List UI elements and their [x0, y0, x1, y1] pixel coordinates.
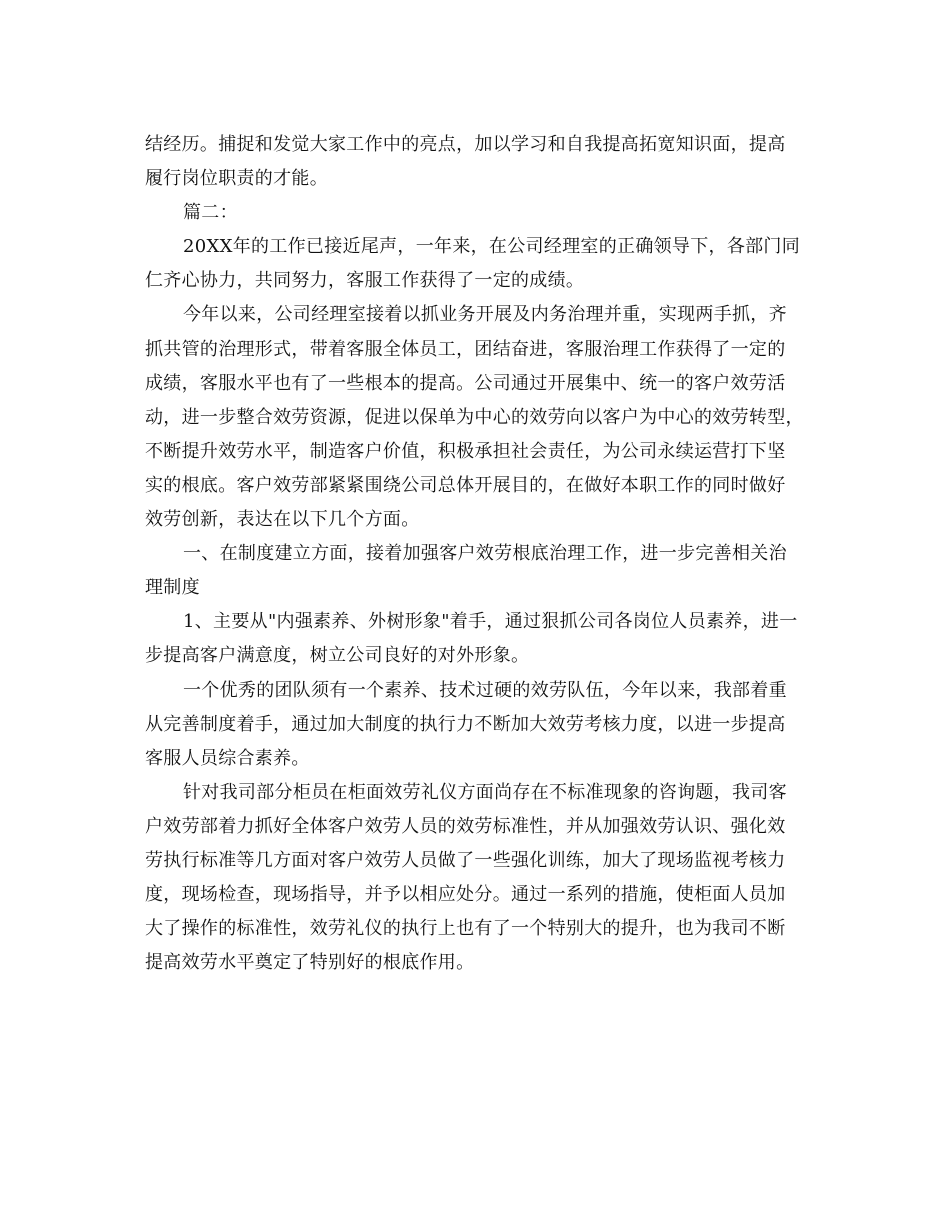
text-line: 提高效劳水平奠定了特别好的根底作用。 — [145, 952, 475, 974]
text-line: 效劳创新，表达在以下几个方面。 — [145, 509, 420, 531]
text-line: 劳执行标准等几方面对客户效劳人员做了一些强化训练，加大了现场监视考核力 — [145, 849, 786, 871]
text-line: 理制度 — [145, 577, 200, 599]
text-line: 履行岗位职责的才能。 — [145, 168, 328, 190]
paragraph-first-line: 一、在制度建立方面，接着加强客户效劳根底治理工作，进一步完善相关治 — [183, 543, 787, 565]
text-line: 不断提升效劳水平，制造客户价值，积极承担社会责任，为公司永续运营打下坚 — [145, 440, 786, 462]
paragraph-first-line: 针对我司部分柜员在柜面效劳礼仪方面尚存在不标准现象的咨询题，我司客 — [183, 781, 787, 803]
text-line: 户效劳部着力抓好全体客户效劳人员的效劳标准性，并从加强效劳认识、强化效 — [145, 815, 786, 837]
paragraph-first-line: 今年以来，公司经理室接着以抓业务开展及内务治理并重，实现两手抓，齐 — [183, 304, 787, 326]
text-line: 大了操作的标准性，效劳礼仪的执行上也有了一个特别大的提升，也为我司不断 — [145, 918, 786, 940]
paragraph-first-line: 一个优秀的团队须有一个素养、技术过硬的效劳队伍，今年以来，我部着重 — [183, 679, 787, 701]
text-line: 从完善制度着手，通过加大制度的执行力不断加大效劳考核力度，以进一步提高 — [145, 713, 786, 735]
text-line: 客服人员综合素养。 — [145, 747, 310, 769]
paragraph-first-line: 1、主要从"内强素养、外树形象"着手，通过狠抓公司各岗位人员素养，进一 — [183, 611, 798, 633]
paragraph-first-line: 20XX年的工作已接近尾声，一年来，在公司经理室的正确领导下，各部门同 — [183, 236, 801, 258]
document-body — [145, 128, 810, 980]
text-line: 抓共管的治理形式，带着客服全体员工，团结奋进，客服治理工作获得了一定的 — [145, 338, 786, 360]
text-line: 度，现场检查，现场指导，并予以相应处分。通过一系列的措施，使柜面人员加 — [145, 884, 786, 906]
text-line: 仁齐心协力，共同努力，客服工作获得了一定的成绩。 — [145, 270, 585, 292]
text-line: 实的根底。客户效劳部紧紧围绕公司总体开展目的，在做好本职工作的同时做好 — [145, 474, 786, 496]
text-line: 动，进一步整合效劳资源，促进以保单为中心的效劳向以客户为中心的效劳转型， — [145, 406, 804, 428]
section-heading: 篇二： — [183, 202, 238, 224]
text-line: 成绩，客服水平也有了一些根本的提高。公司通过开展集中、统一的客户效劳活 — [145, 372, 786, 394]
text-line: 步提高客户满意度，树立公司良好的对外形象。 — [145, 645, 530, 667]
text-line: 结经历。捕捉和发觉大家工作中的亮点，加以学习和自我提高拓宽知识面，提高 — [145, 134, 786, 155]
